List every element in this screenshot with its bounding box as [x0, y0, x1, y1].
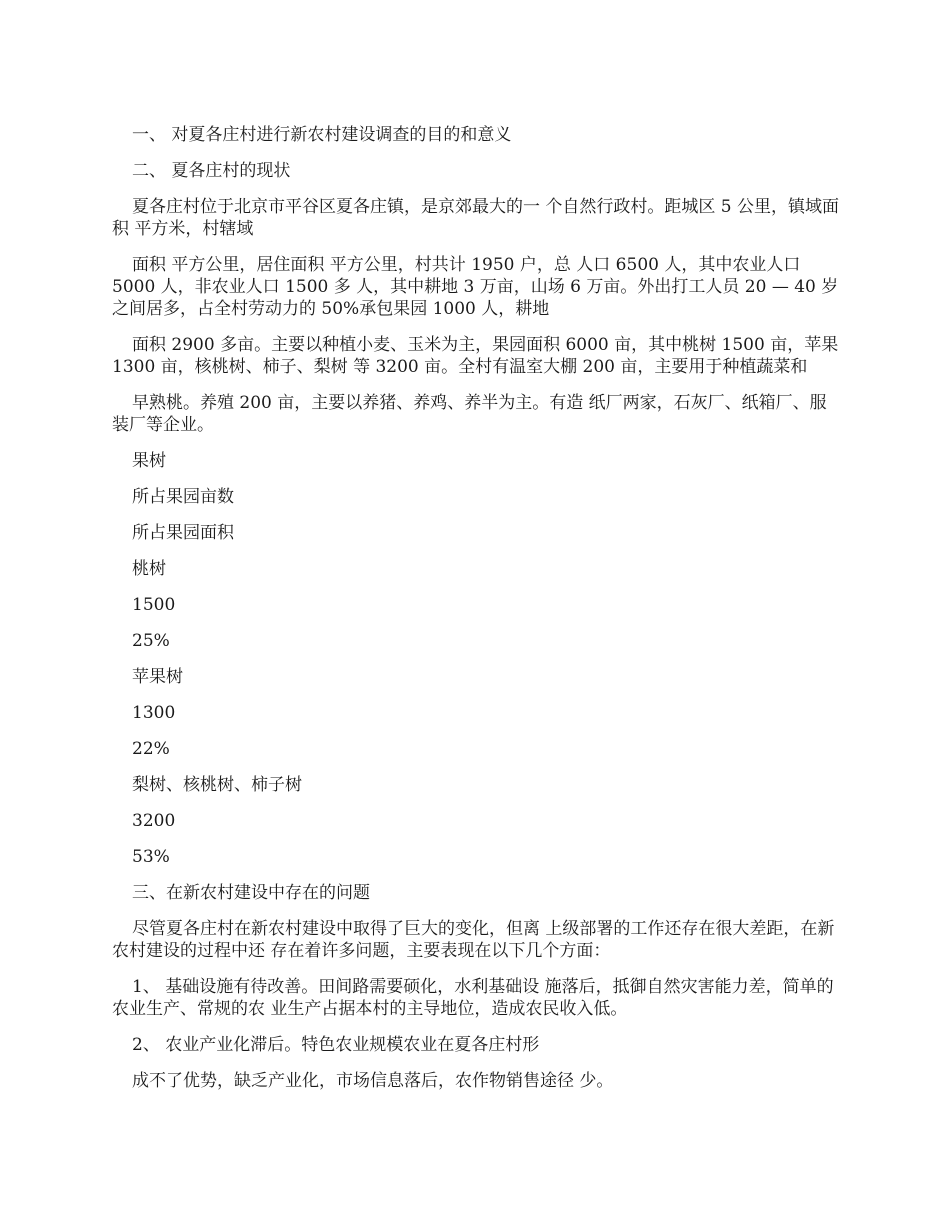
table-header-fruit-tree: 果树 [132, 451, 166, 471]
table-cell-other-share: 53% [132, 847, 170, 867]
paragraph-problems-intro: 尽管夏各庄村在新农村建设中取得了巨大的变化，但离 上级部署的工作还存在很大差距，在新农村建设的过程中还 存在着许多问题，主要表现在以下几个方面： [112, 919, 835, 961]
heading-purpose: 一、 对夏各庄村进行新农村建设调查的目的和意义 [132, 125, 512, 145]
table-cell-other-mu: 3200 [132, 811, 176, 831]
table-cell-apple-mu: 1300 [132, 703, 176, 723]
table-cell-peach: 桃树 [132, 559, 166, 579]
paragraph-problem-infrastructure: 1、 基础设施有待改善。田间路需要硕化，水利基础设 施落后，抵御自然灾害能力差，简单的农业生产、常规的农 业生产占据本村的主导地位，造成农民收入低。 [112, 977, 834, 1019]
heading-status: 二、 夏各庄村的现状 [132, 161, 291, 181]
table-header-orchard-mu: 所占果园亩数 [132, 487, 234, 507]
table-header-orchard-share: 所占果园面积 [132, 523, 234, 543]
document-page [112, 124, 840, 1106]
table-cell-apple-share: 22% [132, 739, 170, 759]
paragraph-problem-industrialization: 2、 农业产业化滞后。特色农业规模农业在夏各庄村形 [132, 1035, 540, 1055]
paragraph-location: 夏各庄村位于北京市平谷区夏各庄镇，是京郊最大的一 个自然行政村。距城区 5 公里，镇域面积 平方米，村辖域 [112, 197, 840, 239]
table-cell-peach-mu: 1500 [132, 595, 176, 615]
table-cell-apple: 苹果树 [132, 667, 183, 687]
table-cell-other-trees: 梨树、核桃树、柿子树 [132, 775, 302, 795]
paragraph-industry: 早熟桃。养殖 200 亩，主要以养猪、养鸡、养半为主。有造 纸厂两家，石灰厂、纸箱厂、服装厂等企业。 [112, 393, 827, 435]
paragraph-problem-market: 成不了优势，缺乏产业化，市场信息落后，农作物销售途径 少。 [132, 1071, 614, 1091]
paragraph-population: 面积 平方公里，居住面积 平方公里，村共计 1950 户，总 人口 6500 人，其中农业人口 5000 人，非农业人口 1500 多 人，其中耕地 3 万亩，山场 6 万亩。外出打工人员 20 — 40 岁之间居多，占全村劳动力的 50%承包果园 1000 人，耕地 [112, 255, 839, 319]
table-cell-peach-share: 25% [132, 631, 170, 651]
heading-problems: 三、在新农村建设中存在的问题 [132, 883, 370, 903]
paragraph-agriculture: 面积 2900 多亩。主要以种植小麦、玉米为主，果园面积 6000 亩，其中桃树 1500 亩，苹果 1300 亩，核桃树、柿子、梨树 等 3200 亩。全村有温室大棚 200 亩，主要用于种植蔬菜和 [112, 335, 839, 377]
